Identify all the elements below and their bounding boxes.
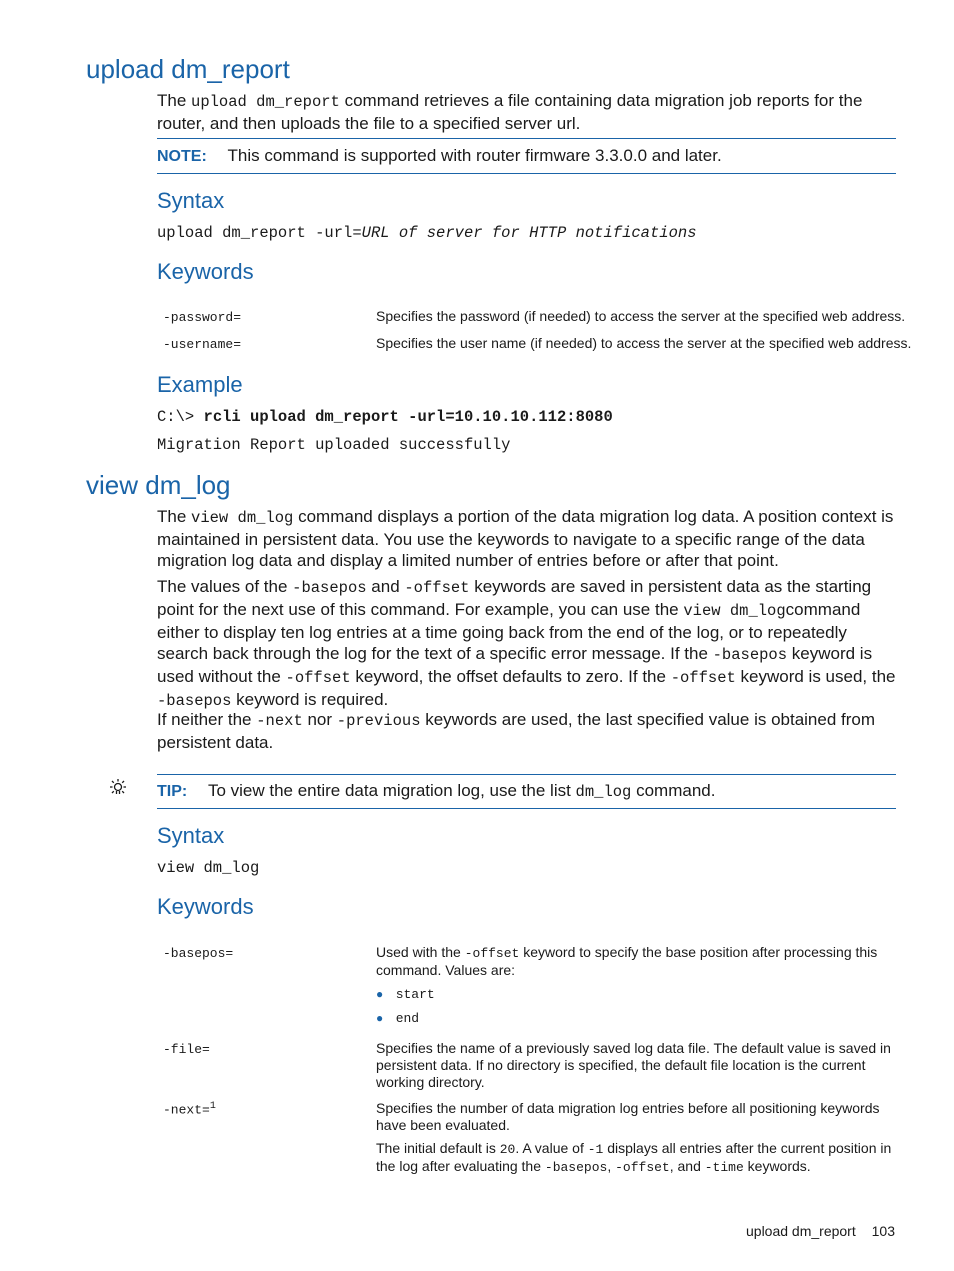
keyword-username: -username= [163,337,242,352]
note-label: NOTE: [157,148,207,165]
syntax-heading-2: Syntax [157,823,225,848]
tip-text: To view the entire data migration log, use the list dm_log command. [207,781,716,801]
view-next-previous-paragraph: If neither the -next nor -previous keywords are used, the last specified value is obtained from persistent data. [157,710,876,752]
keyword-password-desc: Specifies the password (if needed) to access the server at the specified web address. [376,308,906,324]
list-item: ● start [376,987,435,1002]
keywords-heading-2: Keywords [157,894,254,919]
syntax-heading: Syntax [157,188,225,213]
keyword-next-desc: Specifies the number of data migration log entries before all positioning keywords have been evaluated. [376,1100,880,1133]
keyword-basepos: -basepos= [163,946,234,961]
example-output-line: Migration Report uploaded successfully [157,436,511,454]
page-footer [746,1223,895,1239]
footer-label: upload dm_report [746,1223,856,1239]
note-box [157,146,722,166]
keyword-file: -file= [163,1042,210,1057]
section-title-view-dm-log: view dm_log [86,470,231,500]
note-bottom-rule [157,173,896,174]
keyword-username-desc: Specifies the user name (if needed) to access the server at the specified web address. [376,335,912,351]
syntax-line-2: view dm_log [157,859,260,877]
tip-bottom-rule [157,808,896,809]
page-number: 103 [871,1223,895,1239]
tip-box [157,781,715,801]
example-heading: Example [157,372,243,397]
upload-intro-paragraph: The upload dm_report command retrieves a file containing data migration job reports for the router, and then uploads the file to a specified server url. [157,91,863,133]
keyword-basepos-desc: Used with the -offset keyword to specify the base position after processing this command. Values are: [376,944,878,978]
keyword-password: -password= [163,310,242,325]
note-top-rule [157,138,896,139]
section-title-upload-dm-report: upload dm_report [86,54,290,84]
bullet-icon: ● [376,1011,384,1025]
view-intro-paragraph: The view dm_log command displays a portion of the data migration log data. A position context is maintained in persistent data. You use the keywords to navigate to a specific range of the data migration log data and display a limited number of entries before or after that point. [157,507,894,570]
keyword-file-desc: Specifies the name of a previously saved log data file. The default value is saved in persistent data. If no directory is specified, the default file location is the current working directory. [376,1040,891,1090]
example-command-line: C:\> rcli upload dm_report -url=10.10.10.112:8080 [157,408,613,426]
bullet-icon: ● [376,987,384,1001]
lightbulb-icon [108,778,128,798]
keyword-next: -next=$^1$ [163,1101,216,1118]
footnote-marker: 1 [209,1101,216,1112]
note-text: This command is supported with router firmware 3.3.0.0 and later. [227,146,722,165]
view-persistence-paragraph: The values of the -basepos and -offset keywords are saved in persistent data as the starting point for the next use of this command. For example, you can use the view dm_logcommand either to display ten log entries at a time going back from the end of the log, or to repeatedly search back through the log for the text of a specific error message. If the -basepos keyword is used without the -offset keyword, the offset defaults to zero. If the -offset keyword is used, the -basepos keyword is required. [157,577,896,710]
list-item: ● end [376,1011,420,1026]
keyword-next-default-desc: The initial default is 20. A value of -1 displays all entries after the current position in the log after evaluating the -basepos, -offset, and -time keywords. [376,1140,892,1175]
tip-label: TIP: [157,783,188,800]
keywords-heading: Keywords [157,259,254,284]
syntax-line: upload dm_report -url=URL of server for HTTP notifications [157,224,697,242]
tip-top-rule [157,774,896,775]
